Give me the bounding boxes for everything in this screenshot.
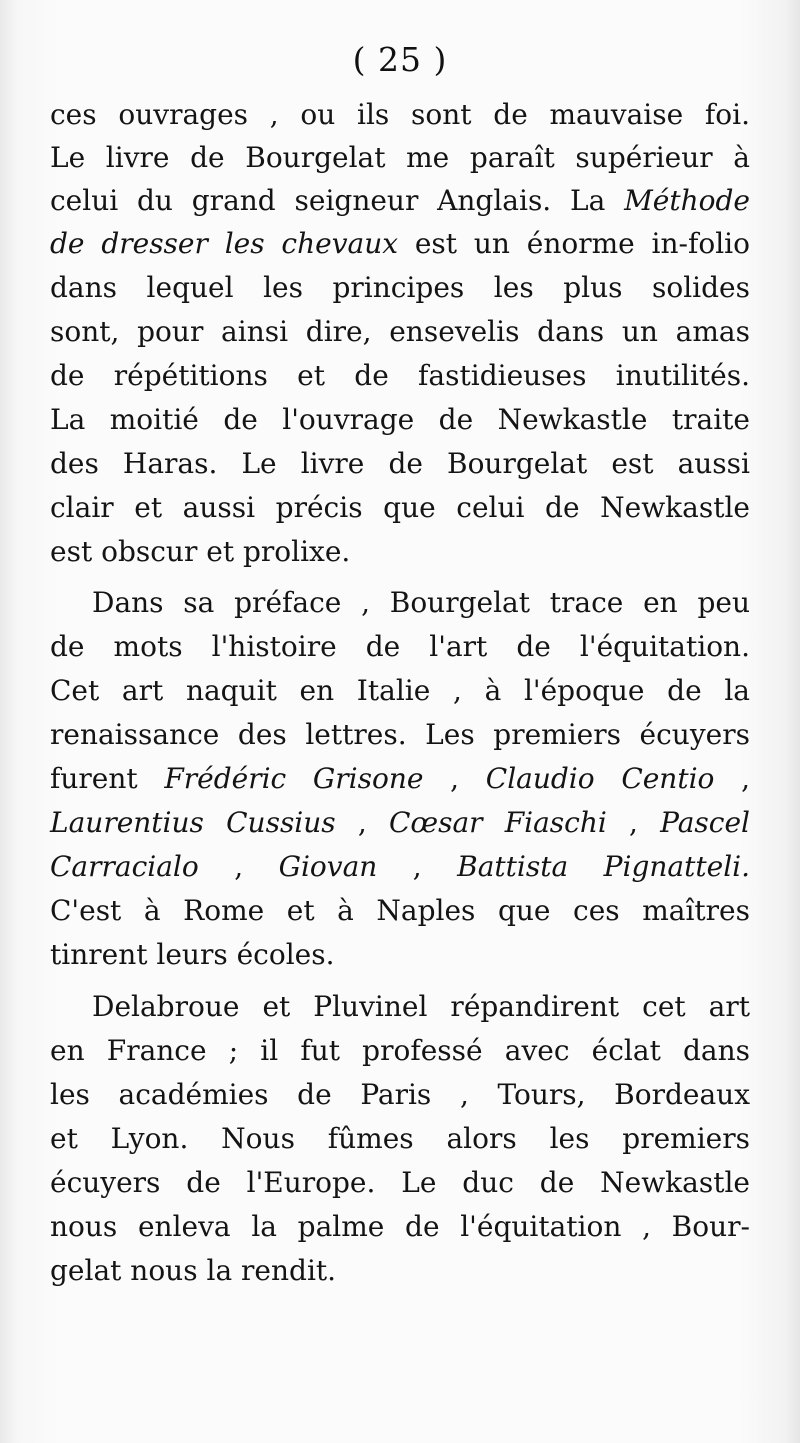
text-run: ces ouvrages , ou ils sont de mauvaise foi.	[50, 98, 750, 131]
text-line	[50, 935, 750, 975]
italic-text: Giovan	[278, 850, 378, 883]
text-run: Dans sa préface , Bourgelat trace en peu	[92, 586, 750, 619]
text-run: Le livre de Bourgelat me paraît supérieur à	[50, 141, 750, 174]
text-run: est un énorme in-folio	[398, 227, 750, 260]
text-run: nous enleva la palme de l'équitation , Bour-	[50, 1210, 750, 1243]
text-run: furent	[50, 762, 165, 795]
text-line	[50, 627, 750, 667]
text-line	[50, 1119, 750, 1159]
italic-text: Cœsar Fiaschi	[388, 806, 607, 839]
text-line	[50, 488, 750, 528]
text-run: clair et aussi précis que celui de Newkastle	[50, 491, 750, 524]
text-line	[50, 1163, 750, 1203]
text-run: renaissance des lettres. Les premiers écuyers	[50, 718, 750, 751]
italic-text: Méthode	[624, 184, 750, 217]
text-line	[50, 1207, 750, 1247]
text-run: tinrent leurs écoles.	[50, 938, 335, 971]
text-run: des Haras. Le livre de Bourgelat est aussi	[50, 447, 750, 480]
text-line	[92, 583, 750, 623]
text-run: de mots l'histoire de l'art de l'équitation.	[50, 630, 750, 663]
text-run: écuyers de l'Europe. Le duc de Newkastle	[50, 1166, 750, 1199]
text-run: de répétitions et de fastidieuses inutilités.	[50, 359, 750, 392]
text-run: ,	[423, 762, 486, 795]
text-run: ,	[335, 806, 389, 839]
italic-text: de dresser les chevaux	[50, 227, 399, 260]
page-number: ( 25 )	[352, 40, 448, 79]
text-line	[50, 1031, 750, 1071]
text-line	[50, 268, 750, 308]
text-line	[50, 715, 750, 755]
text-run: La moitié de l'ouvrage de Newkastle traite	[50, 403, 750, 436]
text-line	[50, 759, 750, 799]
text-line	[50, 181, 750, 221]
text-run: en France ; il fut professé avec éclat dans	[50, 1034, 750, 1067]
italic-text: Battista Pignatteli.	[457, 850, 750, 883]
text-run: ,	[377, 850, 458, 883]
italic-text: Claudio Centio	[485, 762, 715, 795]
text-line	[50, 803, 750, 843]
text-run: et Lyon. Nous fûmes alors les premiers	[50, 1122, 750, 1155]
text-run: ,	[714, 762, 751, 795]
text-run: Cet art naquit en Italie , à l'époque de la	[50, 674, 750, 707]
text-run: les académies de Paris , Tours, Bordeaux	[50, 1078, 750, 1111]
text-run: ,	[606, 806, 661, 839]
italic-text: Frédéric Grisone	[164, 762, 424, 795]
italic-text: Laurentius Cussius	[50, 806, 336, 839]
text-line	[50, 312, 750, 352]
text-line	[50, 671, 750, 711]
text-line	[50, 138, 750, 178]
text-line	[50, 400, 750, 440]
text-run: C'est à Rome et à Naples que ces maîtres	[50, 894, 750, 927]
text-run: gelat nous la rendit.	[50, 1254, 337, 1287]
italic-text: Pascel	[660, 806, 750, 839]
text-line	[50, 1075, 750, 1115]
text-line	[50, 847, 750, 887]
text-line	[50, 532, 750, 572]
text-run: sont, pour ainsi dire, ensevelis dans un amas	[50, 315, 750, 348]
text-run: est obscur et prolixe.	[50, 535, 351, 568]
text-line	[50, 224, 750, 264]
text-run: dans lequel les principes les plus solides	[50, 271, 750, 304]
text-run: ,	[198, 850, 279, 883]
text-run: celui du grand seigneur Anglais. La	[50, 184, 625, 217]
text-line	[50, 1251, 750, 1291]
text-line	[92, 987, 750, 1027]
text-line	[50, 444, 750, 484]
text-line	[50, 891, 750, 931]
text-run: Delabroue et Pluvinel répandirent cet art	[92, 990, 750, 1023]
text-line	[50, 95, 750, 135]
text-line	[50, 356, 750, 396]
italic-text: Carracialo	[50, 850, 199, 883]
